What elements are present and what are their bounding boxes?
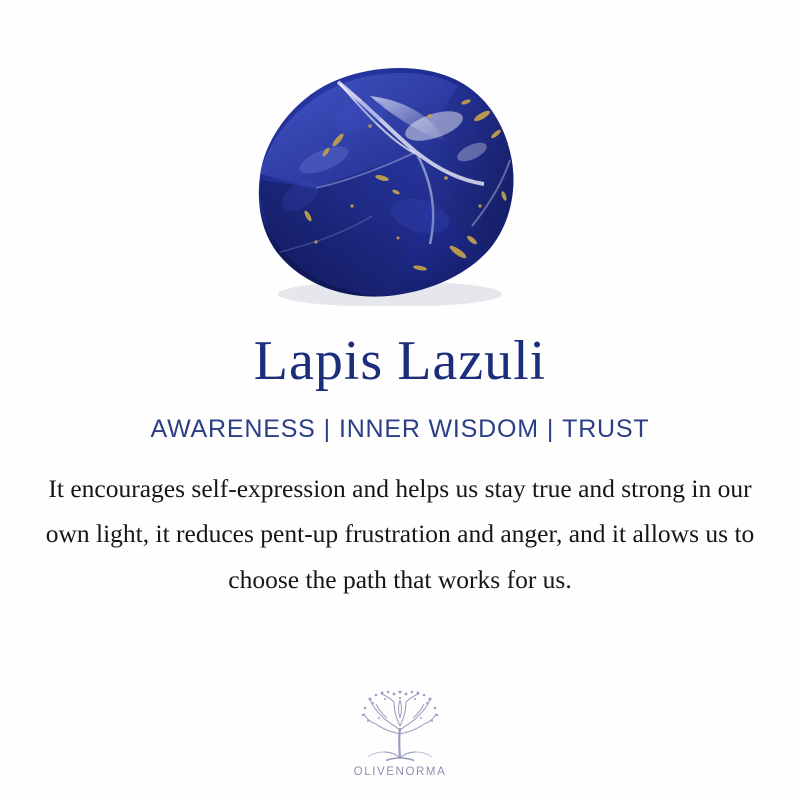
keyword-separator-1: | bbox=[323, 414, 331, 443]
keyword-awareness: AWARENESS bbox=[150, 414, 316, 443]
page-title bbox=[254, 332, 546, 391]
keyword-inner-wisdom: INNER WISDOM bbox=[338, 414, 539, 443]
keyword-trust: TRUST bbox=[562, 414, 650, 443]
description-text: It encourages self-expression and helps us stay true and strong in our own light, it reduces pent-up frustration and anger, and it allows us to choose the path that works for us. bbox=[45, 473, 755, 594]
brand-logo bbox=[0, 688, 800, 778]
tree-of-life-icon bbox=[354, 688, 446, 764]
keyword-line bbox=[151, 415, 650, 444]
brand-name: OLIVENORMA bbox=[353, 766, 447, 778]
keyword-separator-2: | bbox=[546, 414, 555, 443]
stone-name-part1: Lapis bbox=[253, 330, 384, 392]
stone-image bbox=[220, 56, 580, 306]
stone-name-part2: Lazuli bbox=[397, 330, 547, 392]
lapis-lazuli-stone-illustration bbox=[220, 56, 580, 306]
